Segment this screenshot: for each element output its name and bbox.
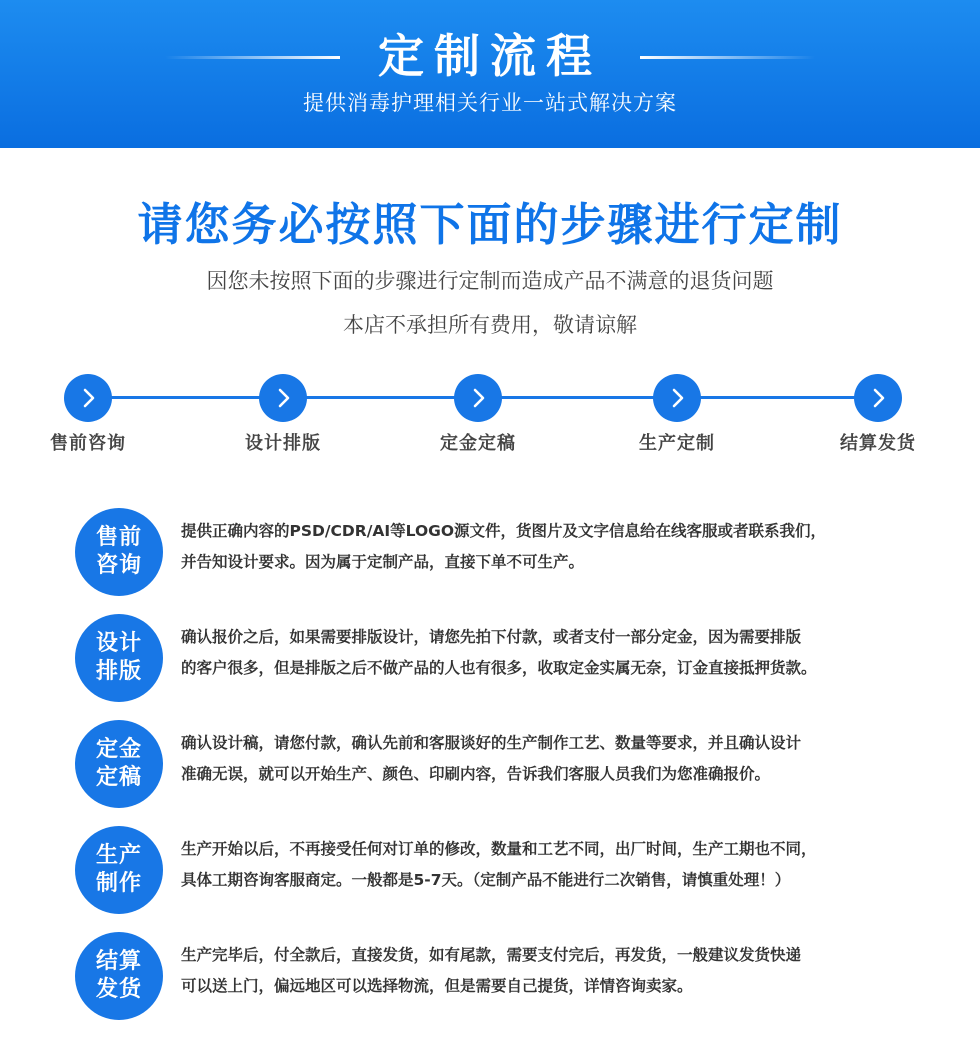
badge-line: 设计 bbox=[95, 631, 142, 656]
detail-line: 确认设计稿，请您付款，确认先前和客服谈好的生产制作工艺、数量等要求，并且确认设计 bbox=[181, 734, 802, 752]
badge-line: 定金 bbox=[95, 737, 142, 762]
header-banner bbox=[0, 0, 980, 148]
step-label: 结算发货 bbox=[840, 433, 916, 454]
step-badge bbox=[75, 720, 163, 808]
detail-line: 生产开始以后，不再接受任何对订单的修改，数量和工艺不同，出厂时间，生产工期也不同， bbox=[181, 840, 817, 858]
badge-line: 售前 bbox=[95, 525, 142, 550]
notice-line-1: 因您未按照下面的步骤进行定制而造成产品不满意的退货问题 bbox=[206, 269, 774, 293]
step-badge bbox=[75, 932, 163, 1020]
detail-delivery bbox=[75, 932, 955, 1024]
detail-design bbox=[75, 614, 955, 706]
chevron-right-icon bbox=[64, 374, 112, 422]
process-step-presale bbox=[8, 374, 168, 456]
process-step-production bbox=[597, 374, 757, 456]
chevron-right-icon bbox=[454, 374, 502, 422]
chevron-right-icon bbox=[259, 374, 307, 422]
detail-line: 准确无误，就可以开始生产、颜色、印刷内容，告诉我们客服人员我们为您准确报价。 bbox=[181, 765, 771, 783]
detail-line: 确认报价之后，如果需要排版设计，请您先拍下付款，或者支付一部分定金，因为需要排版 bbox=[181, 628, 802, 646]
main-heading: 请您务必按照下面的步骤进行定制 bbox=[137, 198, 843, 251]
detail-description bbox=[181, 940, 961, 1002]
detail-description bbox=[181, 834, 961, 896]
badge-line: 定稿 bbox=[95, 765, 142, 790]
badge-line: 结算 bbox=[95, 949, 142, 974]
detail-line: 的客户很多，但是排版之后不做产品的人也有很多，收取定金实属无奈，订金直接抵押货款。 bbox=[181, 659, 817, 677]
detail-line: 具体工期咨询客服商定。一般都是5-7天。（定制产品不能进行二次销售，请慎重处理！） bbox=[181, 871, 791, 889]
step-label: 设计排版 bbox=[245, 433, 321, 454]
detail-deposit bbox=[75, 720, 955, 812]
badge-line: 发货 bbox=[95, 977, 142, 1002]
banner-subtitle: 提供消毒护理相关行业一站式解决方案 bbox=[303, 91, 677, 115]
process-step-deposit bbox=[398, 374, 558, 456]
step-badge bbox=[75, 508, 163, 596]
badge-line: 生产 bbox=[95, 843, 142, 868]
chevron-right-icon bbox=[854, 374, 902, 422]
notice-line-2: 本店不承担所有费用，敬请谅解 bbox=[343, 313, 637, 337]
process-step-design bbox=[203, 374, 363, 456]
detail-line: 提供正确内容的PSD/CDR/AI等LOGO源文件，货图片及文字信息给在线客服或者联系我们， bbox=[181, 522, 827, 540]
step-label: 定金定稿 bbox=[440, 433, 516, 454]
detail-production bbox=[75, 826, 955, 918]
detail-description bbox=[181, 728, 961, 790]
detail-line: 并告知设计要求。因为属于定制产品，直接下单不可生产。 bbox=[181, 553, 585, 571]
chevron-right-icon bbox=[653, 374, 701, 422]
step-badge bbox=[75, 826, 163, 914]
badge-line: 咨询 bbox=[95, 553, 142, 578]
detail-presale bbox=[75, 508, 955, 600]
badge-line: 排版 bbox=[95, 659, 142, 684]
badge-line: 制作 bbox=[95, 871, 142, 896]
step-label: 生产定制 bbox=[639, 433, 715, 454]
detail-line: 生产完毕后，付全款后，直接发货，如有尾款，需要支付完后，再发货，一般建议发货快递 bbox=[181, 946, 802, 964]
step-label: 售前咨询 bbox=[50, 433, 126, 454]
detail-description bbox=[181, 516, 961, 578]
step-badge bbox=[75, 614, 163, 702]
detail-line: 可以送上门，偏远地区可以选择物流，但是需要自己提货，详情咨询卖家。 bbox=[181, 977, 693, 995]
process-step-delivery bbox=[798, 374, 958, 456]
detail-description bbox=[181, 622, 961, 684]
banner-title: 定制流程 bbox=[378, 29, 602, 83]
